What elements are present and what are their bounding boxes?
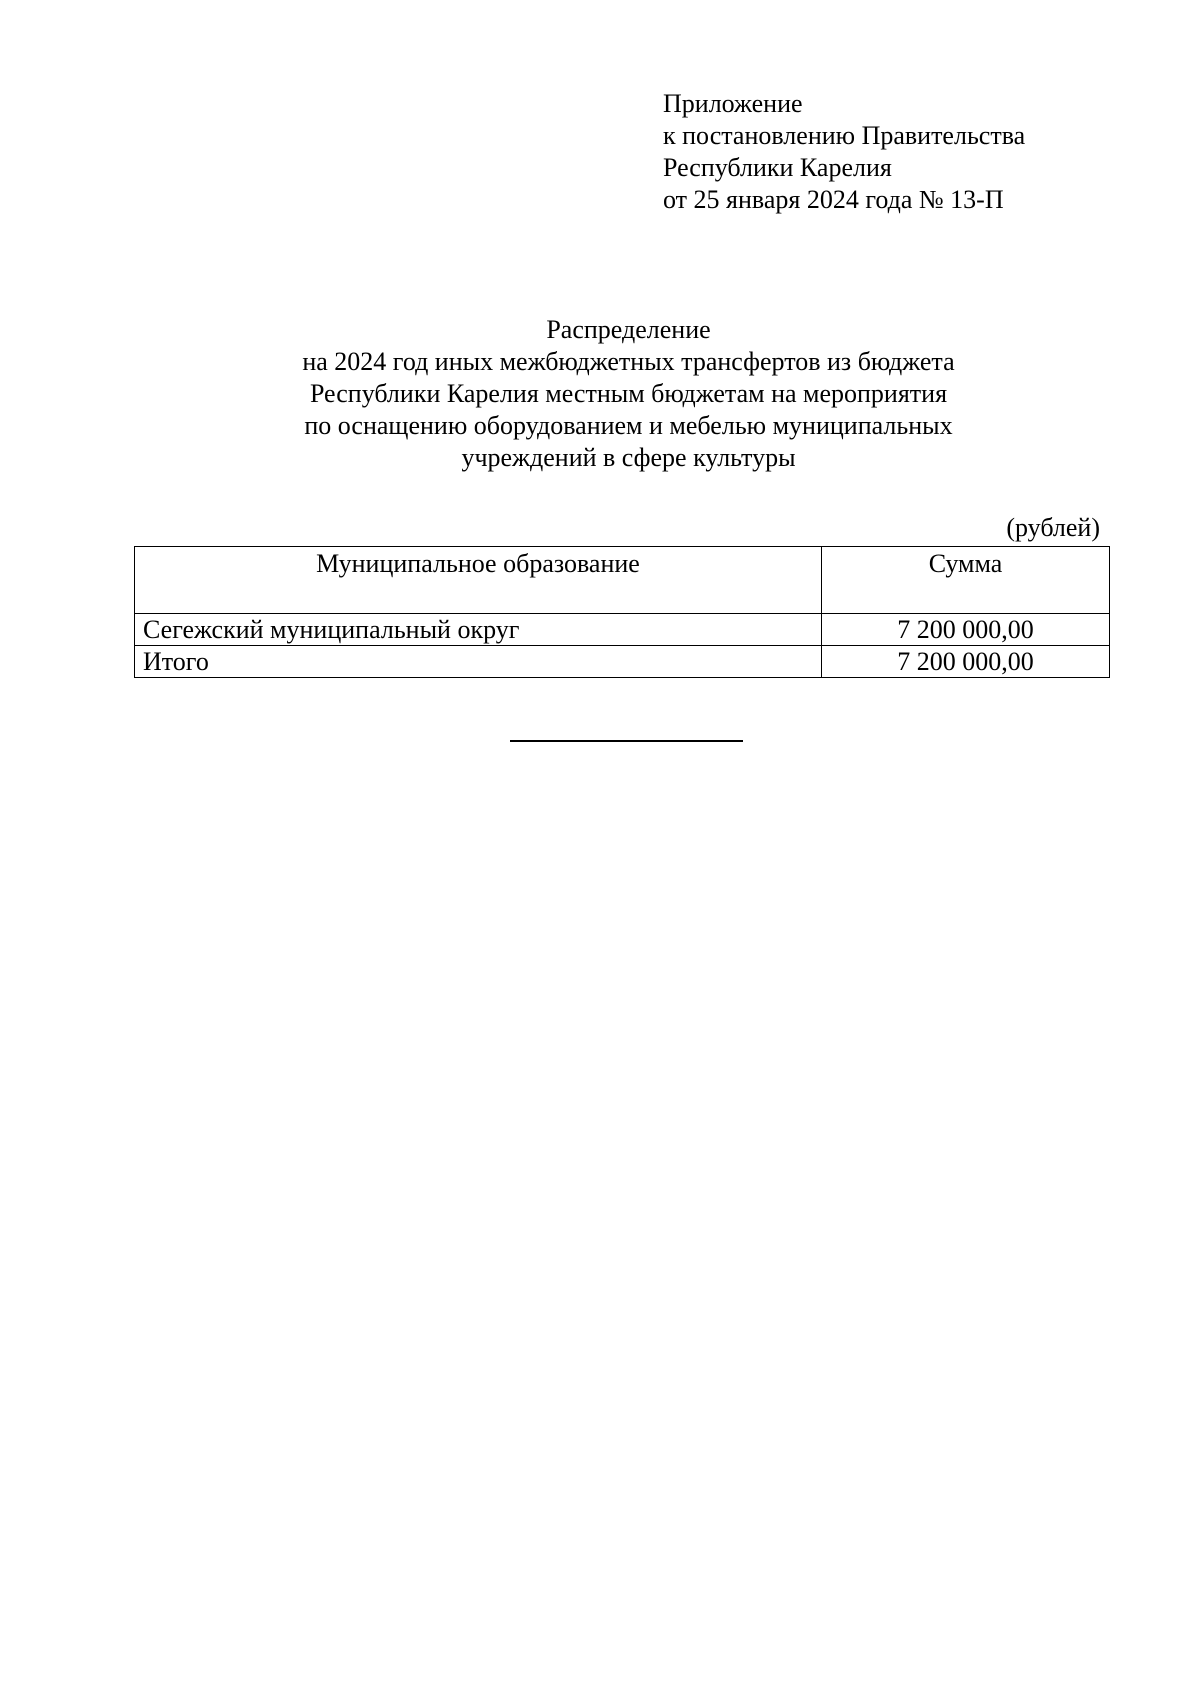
end-divider-line	[510, 740, 743, 742]
document-title	[0, 314, 1200, 474]
municipality-cell: Сегежский муниципальный округ	[135, 614, 822, 646]
total-amount-cell: 7 200 000,00	[822, 646, 1110, 678]
distribution-table	[134, 546, 1110, 678]
title-line: Республики Карелия местным бюджетам на мероприятия	[309, 379, 948, 408]
units-label: (рублей)	[1006, 513, 1100, 542]
appendix-block	[663, 88, 1025, 216]
table-row	[135, 614, 1110, 646]
header-municipality: Муниципальное образование	[135, 547, 822, 614]
title-line: учреждений в сфере культуры	[461, 443, 796, 472]
appendix-line: Приложение	[663, 89, 803, 118]
table-header-row	[135, 547, 1110, 614]
appendix-line: Республики Карелия	[663, 153, 892, 182]
header-amount: Сумма	[822, 547, 1110, 614]
amount-cell: 7 200 000,00	[822, 614, 1110, 646]
appendix-line: к постановлению Правительства	[663, 121, 1026, 150]
total-label-cell: Итого	[135, 646, 822, 678]
table-row-total	[135, 646, 1110, 678]
title-line: по оснащению оборудованием и мебелью муниципальных	[304, 411, 953, 440]
title-line: на 2024 год иных межбюджетных трансфертов из бюджета	[302, 347, 955, 376]
title-line: Распределение	[546, 315, 711, 344]
appendix-line: от 25 января 2024 года № 13-П	[663, 185, 1004, 214]
